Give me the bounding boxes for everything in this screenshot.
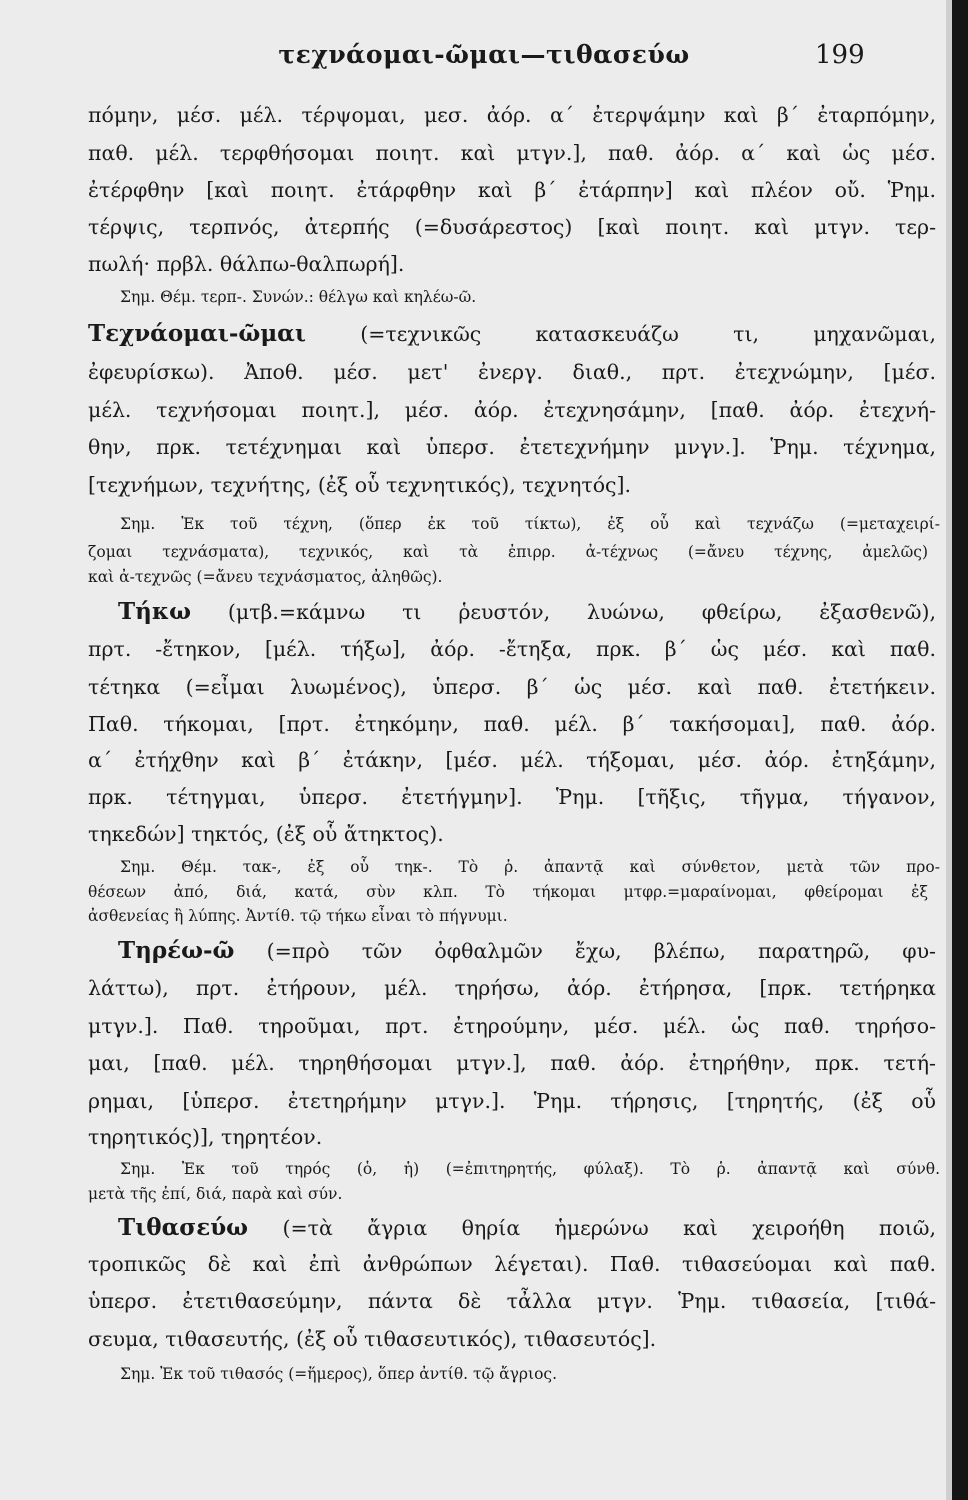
note-line: Σημ. Θέμ. τακ-, ἐξ οὗ τηκ-. Τὸ ῥ. ἀπαντᾷ καὶ σύνθετον, μετὰ τῶν προ- — [120, 858, 940, 876]
entry-text: (=πρὸ τῶν ὀφθαλμῶν ἔχω, βλέπω, παρατηρῶ, φυ- — [266, 939, 936, 963]
text-line: [τεχνήμων, τεχνήτης, (ἐξ οὗ τεχνητικός), τεχνητός]. — [88, 473, 632, 497]
note-line: θέσεων ἀπό, διά, κατά, σὺν κλπ. Τὸ τήκομαι μτφρ.=μαραίνομαι, φθείρομαι ἐξ — [88, 883, 928, 901]
text-line: μτγν.]. Παθ. τηροῦμαι, πρτ. ἐτηρούμην, μέσ. μέλ. ὡς παθ. τηρήσο- — [88, 1014, 936, 1038]
page-number: 199 — [815, 40, 865, 70]
text-line: πόμην, μέσ. μέλ. τέρψομαι, μεσ. ἀόρ. α΄ ἐτερψάμην καὶ β΄ ἐταρπόμην, — [88, 103, 936, 127]
entry-first-line — [118, 598, 936, 625]
headword: Τήκω — [118, 598, 191, 625]
running-header: τεχνάομαι-ῶμαι—τιθασεύω — [278, 40, 690, 69]
entry-text: (μτβ.=κάμνω τι ῥευστόν, λυώνω, φθείρω, ἐξασθενῶ), — [227, 600, 936, 624]
text-line: τέτηκα (=εἶμαι λυωμένος), ὑπερσ. β΄ ὡς μέσ. καὶ παθ. ἐτετήκειν. — [88, 675, 936, 699]
text-line: θην, πρκ. τετέχνημαι καὶ ὑπερσ. ἐτετεχνήμην μνγν.]. Ῥημ. τέχνημα, — [88, 435, 936, 459]
note-line: ἀσθενείας ἢ λύπης. Ἀντίθ. τῷ τήκω εἶναι τὸ πήγνυμι. — [88, 907, 508, 925]
entry-text: (=τὰ ἄγρια θηρία ἡμερώνω καὶ χειροήθη ποιῶ, — [282, 1216, 936, 1240]
headword: Τεχνάομαι-ῶμαι — [88, 320, 306, 347]
note-line: μετὰ τῆς ἐπί, διά, παρὰ καὶ σύν. — [88, 1185, 343, 1203]
entry-first-line — [88, 320, 936, 347]
text-line: τέρψις, τερπνός, ἀτερπής (=δυσάρεστος) [καὶ ποιητ. καὶ μτγν. τερ- — [88, 215, 936, 239]
text-line: τροπικῶς δὲ καὶ ἐπὶ ἀνθρώπων λέγεται). Παθ. τιθασεύομαι καὶ παθ. — [88, 1252, 936, 1276]
text-line: ρημαι, [ὑπερσ. ἐτετηρήμην μτγν.]. Ῥημ. τήρησις, [τηρητής, (ἐξ οὗ — [88, 1089, 936, 1113]
text-line: πωλή· πρβλ. θάλπω-θαλπωρή]. — [88, 252, 405, 276]
text-line: μαι, [παθ. μέλ. τηρηθήσομαι μτγν.], παθ. ἀόρ. ἐτηρήθην, πρκ. τετή- — [88, 1051, 936, 1075]
entry-first-line — [118, 937, 936, 964]
text-line: α΄ ἐτήχθην καὶ β΄ ἐτάκην, [μέσ. μέλ. τήξομαι, μέσ. ἀόρ. ἐτηξάμην, — [88, 748, 936, 772]
text-line: σευμα, τιθασευτής, (ἐξ οὗ τιθασευτικός), τιθασευτός]. — [88, 1327, 657, 1351]
entry-text: (=τεχνικῶς κατασκευάζω τι, μηχανῶμαι, — [360, 322, 936, 346]
note-line: Σημ. Θέμ. τερπ-. Συνών.: θέλγω καὶ κηλέω-ῶ. — [120, 288, 477, 306]
text-line: ὑπερσ. ἐτετιθασεύμην, πάντα δὲ τἆλλα μτγν. Ῥημ. τιθασεία, [τιθά- — [88, 1289, 936, 1313]
note-line: Σημ. Ἐκ τοῦ τηρός (ὁ, ἡ) (=ἐπιτηρητής, φύλαξ). Τὸ ῥ. ἀπαντᾷ καὶ σύνθ. — [120, 1160, 940, 1178]
text-line: παθ. μέλ. τερφθήσομαι ποιητ. καὶ μτγν.], παθ. ἀόρ. α΄ καὶ ὡς μέσ. — [88, 141, 936, 165]
text-line: ἐτέρφθην [καὶ ποιητ. ἐτάρφθην καὶ β΄ ἐτάρπην] καὶ πλέον οὔ. Ῥημ. — [88, 178, 936, 202]
text-line: μέλ. τεχνήσομαι ποιητ.], μέσ. ἀόρ. ἐτεχνησάμην, [παθ. ἀόρ. ἐτεχνή- — [88, 398, 936, 422]
entry-first-line — [118, 1214, 936, 1241]
text-line: πρκ. τέτηγμαι, ὑπερσ. ἐτετήγμην]. Ῥημ. [τῆξις, τῆγμα, τήγανον, — [88, 785, 936, 809]
note-line: Σημ. Ἐκ τοῦ τέχνη, (ὅπερ ἐκ τοῦ τίκτω), ἐξ οὗ καὶ τεχνάζω (=μεταχειρί- — [120, 515, 940, 533]
headword: Τιθασεύω — [118, 1214, 249, 1241]
text-line: Παθ. τήκομαι, [πρτ. ἐτηκόμην, παθ. μέλ. β΄ τακήσομαι], παθ. ἀόρ. — [88, 712, 936, 736]
text-line: τηκεδών] τηκτός, (ἐξ οὗ ἄτηκτος). — [88, 822, 444, 846]
text-line: πρτ. -ἔτηκον, [μέλ. τήξω], ἀόρ. -ἔτηξα, πρκ. β΄ ὡς μέσ. καὶ παθ. — [88, 637, 936, 661]
note-line: ζομαι τεχνάσματα), τεχνικός, καὶ τὰ ἐπιρρ. ἀ-τέχνως (=ἄνευ τέχνης, ἀμελῶς) — [88, 543, 928, 561]
text-line: ἐφευρίσκω). Ἀποθ. μέσ. μετ' ἐνεργ. διαθ., πρτ. ἐτεχνώμην, [μέσ. — [88, 360, 936, 384]
text-line: τηρητικός)], τηρητέον. — [88, 1125, 323, 1149]
note-line: καὶ ἀ-τεχνῶς (=ἄνευ τεχνάσματος, ἀληθῶς). — [88, 568, 443, 586]
note-line: Σημ. Ἐκ τοῦ τιθασός (=ἥμερος), ὅπερ ἀντίθ. τῷ ἄγριος. — [120, 1365, 558, 1383]
headword: Τηρέω-ῶ — [118, 937, 235, 964]
text-line: λάττω), πρτ. ἐτήρουν, μέλ. τηρήσω, ἀόρ. ἐτήρησα, [πρκ. τετήρηκα — [88, 976, 936, 1000]
